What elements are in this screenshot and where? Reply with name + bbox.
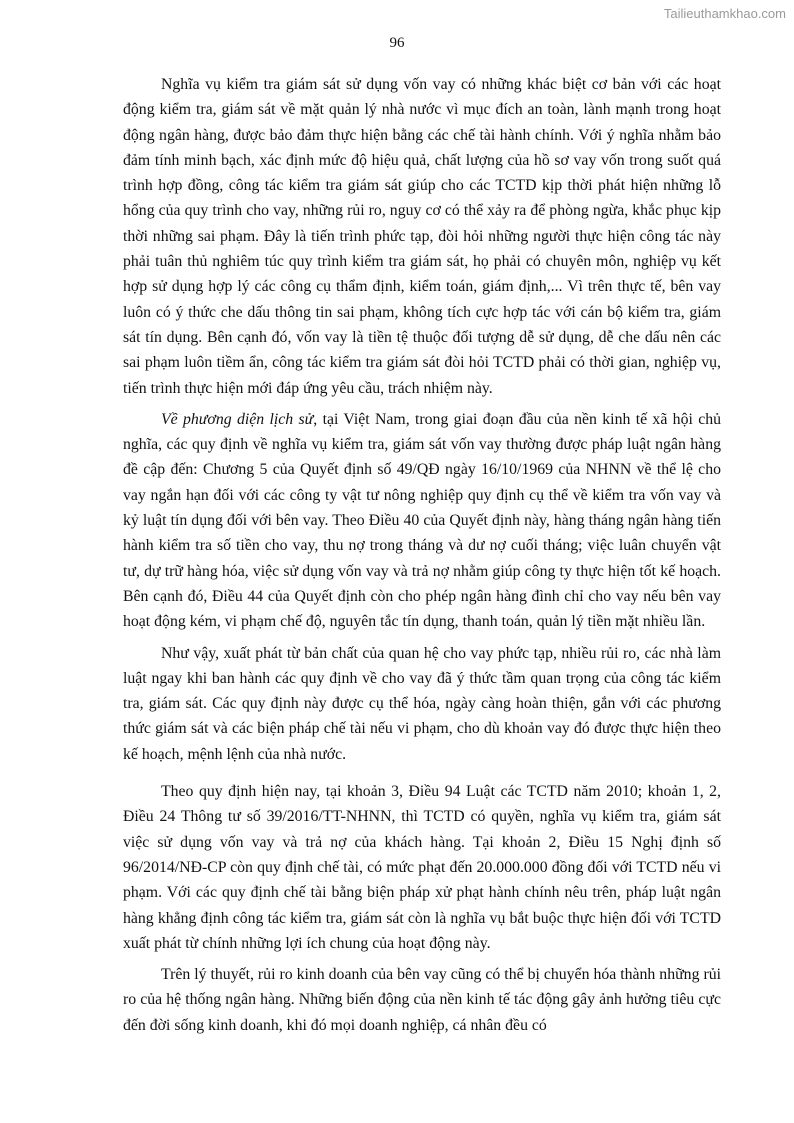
- paragraph-text: , tại Việt Nam, trong giai đoạn đầu của nền kinh tế xã hội chủ nghĩa, các quy định về nghĩa vụ kiểm tra, giám sát vốn vay thường được pháp luật ngân hàng đề cập đến: Chương 5 của Quyết định số 49/QĐ ngày 16/10/1969 của NHNN về thể lệ cho vay ngắn hạn đối với các công ty vật tư nông nghiệp quy định cụ thể về kiểm tra vốn vay và kỷ luật tín dụng đối với bên vay. Theo Điều 40 của Quyết định này, hàng tháng ngân hàng tiến hành kiểm tra số tiền cho vay, thu nợ trong tháng và dư nợ cuối tháng; việc luân chuyển vật tư, dự trữ hàng hóa, việc sử dụng vốn vay và trả nợ nhằm giúp công ty thực hiện tốt kế hoạch. Bên cạnh đó, Điều 44 của Quyết định còn cho phép ngân hàng đình chỉ cho vay nếu bên vay hoạt động kém, vi phạm chế độ, nguyên tắc tín dụng, thanh toán, quản lý tiền mặt nhiều lần.: [123, 410, 722, 631]
- paragraph: [123, 407, 721, 635]
- paragraph: Nghĩa vụ kiểm tra giám sát sử dụng vốn vay có những khác biệt cơ bản với các hoạt động kiểm tra, giám sát về mặt quản lý nhà nước vì mục đích an toàn, lành mạnh trong hoạt động ngân hàng, được bảo đảm thực hiện bằng các chế tài hành chính. Với ý nghĩa nhằm bảo đảm tính minh bạch, xác định mức độ hiệu quả, chất lượng của hồ sơ vay vốn trong suốt quá trình hợp đồng, công tác kiểm tra giám sát giúp cho các TCTD kịp thời phát hiện những lỗ hổng của quy trình cho vay, những rủi ro, nguy cơ có thể xảy ra để phòng ngừa, khắc phục kịp thời những sai phạm. Đây là tiến trình phức tạp, đòi hỏi những người thực hiện công tác này phải tuân thủ nghiêm túc quy trình kiểm tra giám sát, họ phải có chuyên môn, nghiệp vụ kết hợp sử dụng hợp lý các công cụ thẩm định, kiểm toán, giám định,... Vì trên thực tế, bên vay luôn có ý thức che dấu thông tin sai phạm, không tích cực hợp tác với cán bộ kiểm tra, giám sát tín dụng. Bên cạnh đó, vốn vay là tiền tệ thuộc đối tượng dễ sử dụng, dễ che dấu nên các sai phạm luôn tiềm ẩn, công tác kiểm tra giám sát đòi hỏi TCTD phải có thời gian, nghiệp vụ, tiến trình thực hiện mới đáp ứng yêu cầu, trách nhiệm này.: [123, 76, 721, 397]
- paragraph: Như vậy, xuất phát từ bản chất của quan hệ cho vay phức tạp, nhiều rủi ro, các nhà làm luật ngay khi ban hành các quy định về cho vay đã ý thức tầm quan trọng của công tác kiểm tra, giám sát. Các quy định này được cụ thể hóa, ngày càng hoàn thiện, gắn với các phương thức giám sát và các biện pháp chế tài nếu vi phạm, cho dù khoản vay đó được thực hiện theo kế hoạch, mệnh lệnh của nhà nước.: [123, 644, 721, 763]
- document-body: [123, 72, 721, 1044]
- italic-lead: Về phương diện lịch sử: [161, 410, 314, 428]
- paragraph: Theo quy định hiện nay, tại khoản 3, Điều 94 Luật các TCTD năm 2010; khoản 1, 2, Điều 24 Thông tư số 39/2016/TT-NHNN, thì TCTD có quyền, nghĩa vụ kiểm tra, giám sát việc sử dụng vốn vay và trả nợ của khách hàng. Tại khoản 2, Điều 15 Nghị định số 96/2014/NĐ-CP còn quy định chế tài, có mức phạt đến 20.000.000 đồng đối với TCTD nếu vi phạm. Với các quy định chế tài bằng biện pháp xử phạt hành chính nêu trên, pháp luật ngân hàng khẳng định công tác kiểm tra, giám sát còn là nghĩa vụ bắt buộc thực hiện đối với TCTD xuất phát từ chính những lợi ích chung của hoạt động này.: [123, 783, 721, 952]
- paragraph: Trên lý thuyết, rủi ro kinh doanh của bên vay cũng có thể bị chuyển hóa thành những rủi ro của hệ thống ngân hàng. Những biến động của nền kinh tế tác động gây ảnh hưởng tiêu cực đến đời sống kinh doanh, khi đó mọi doanh nghiệp, cá nhân đều có: [123, 966, 721, 1034]
- watermark: Tailieuthamkhao.com: [663, 6, 786, 21]
- page-number: 96: [389, 35, 405, 51]
